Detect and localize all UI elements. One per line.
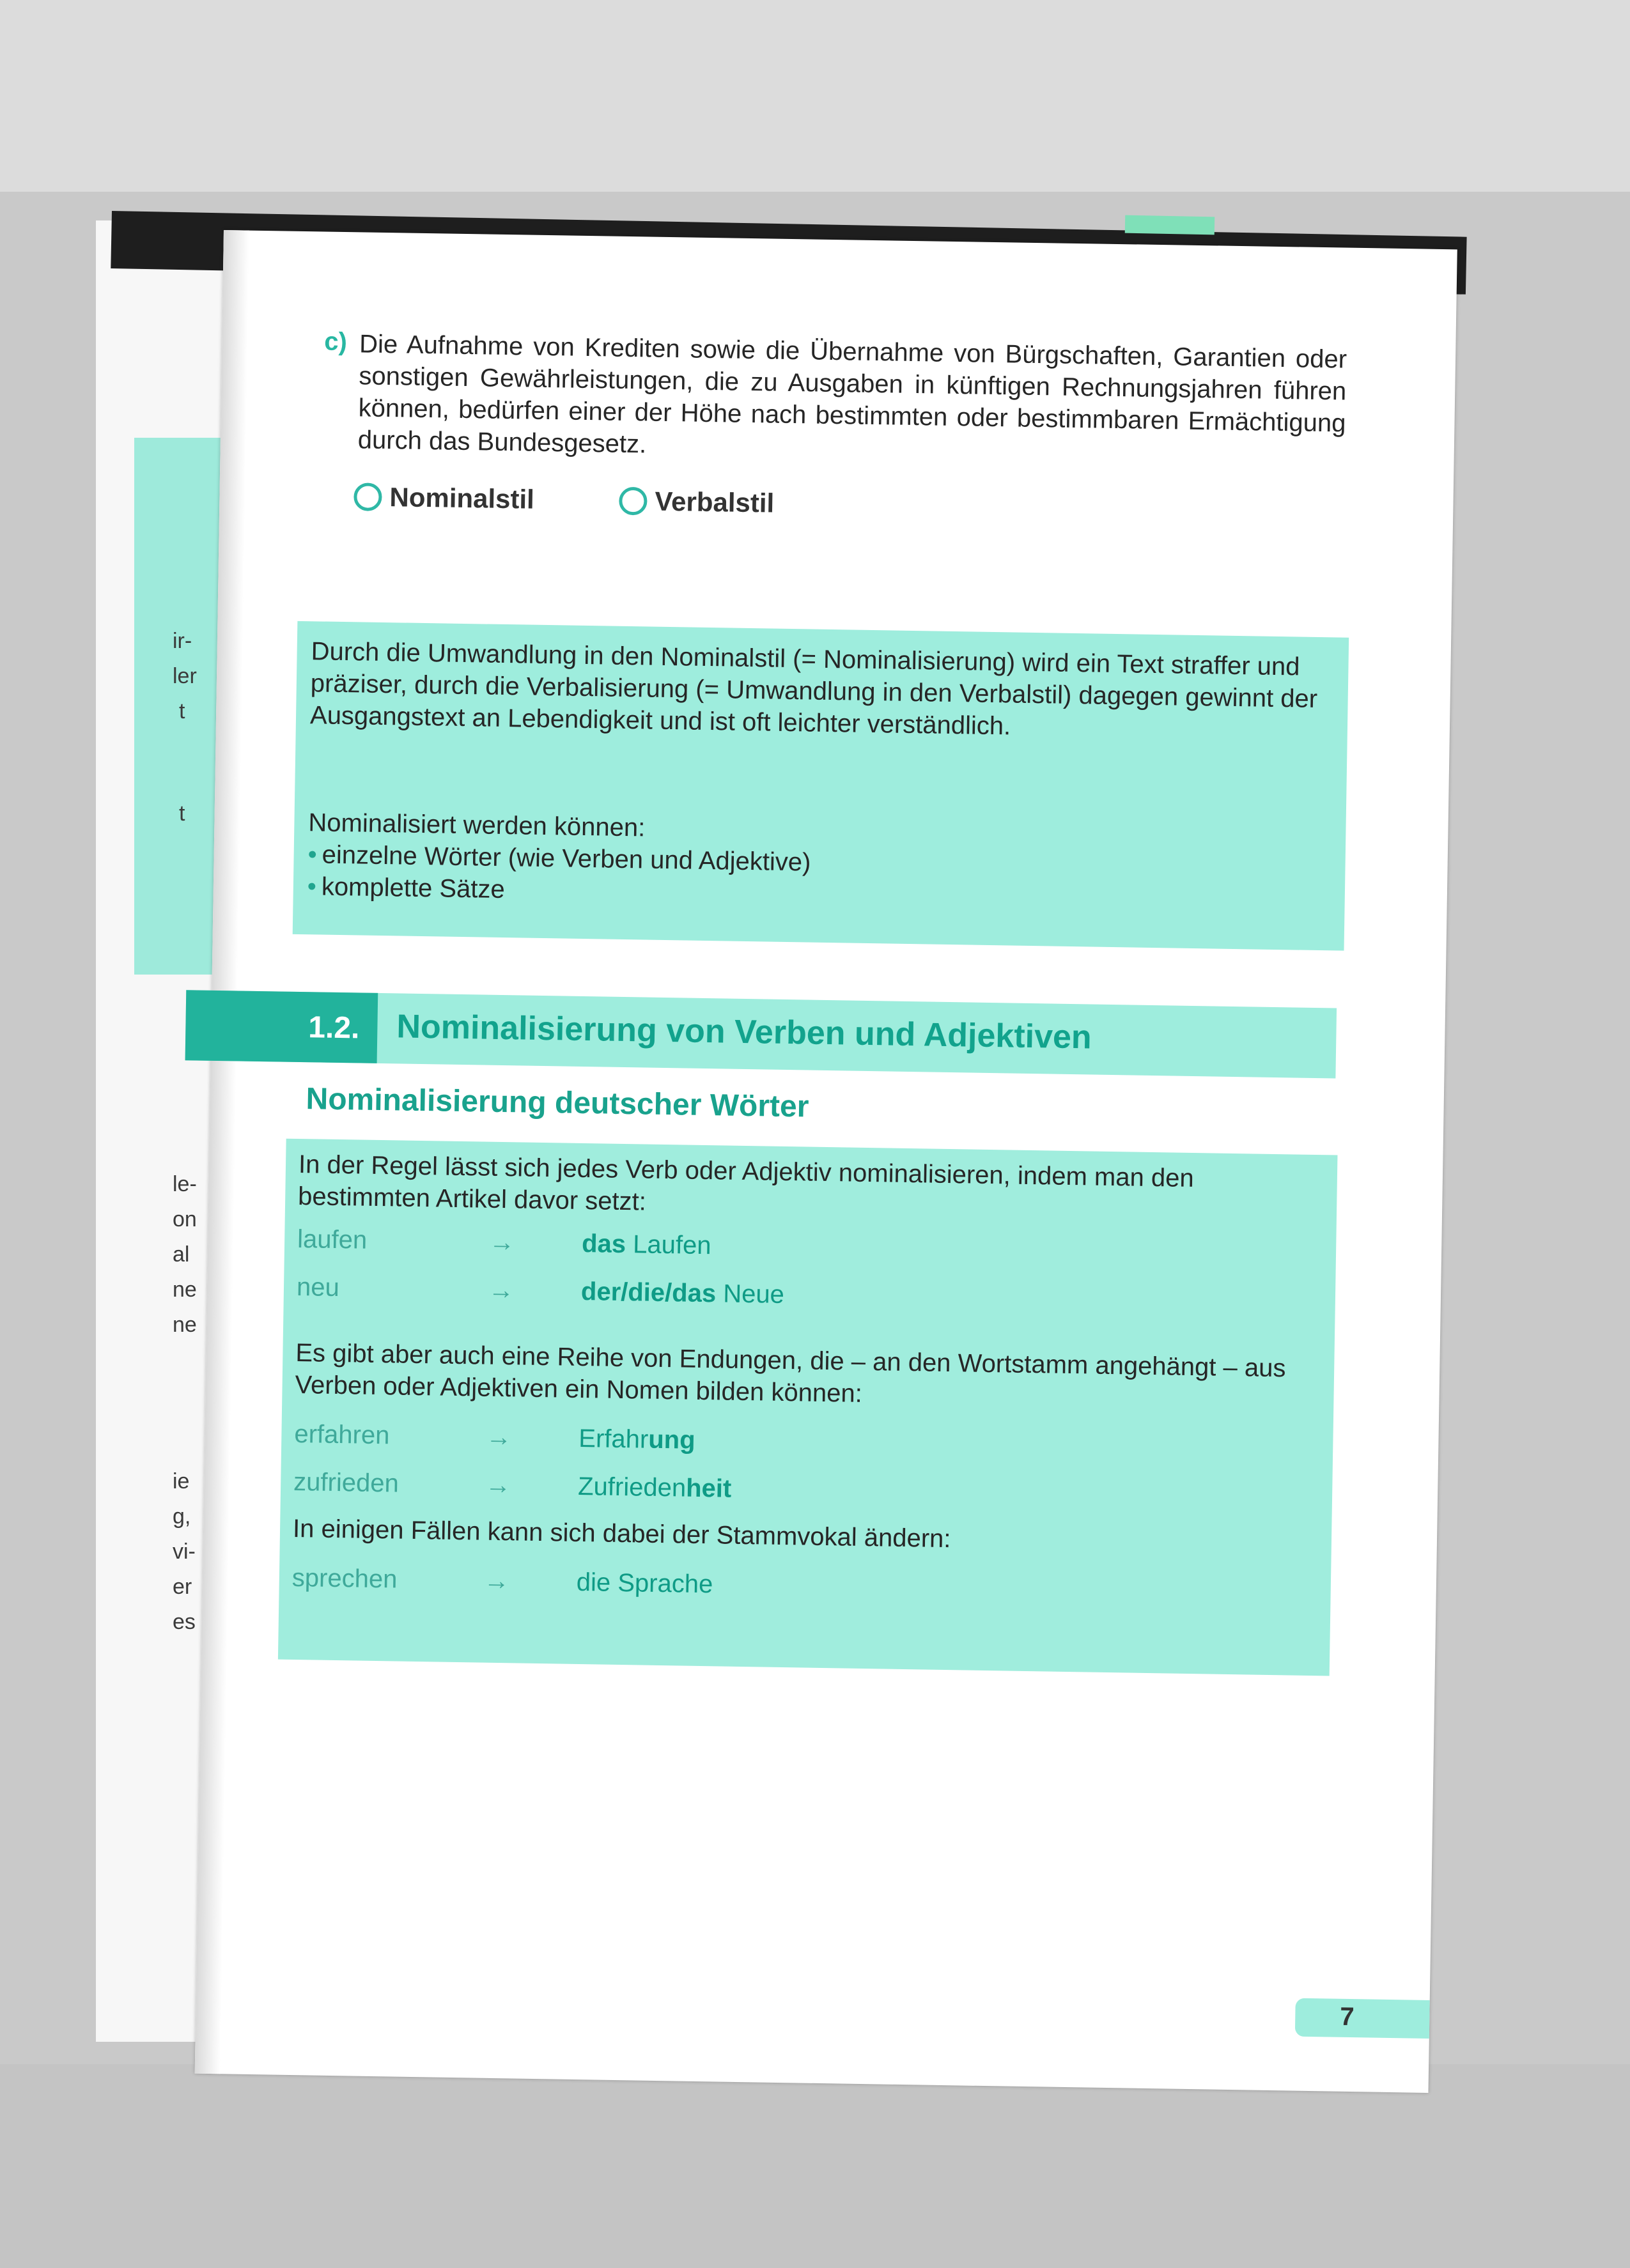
example-result xyxy=(578,1472,732,1504)
back-page-fragment: ne xyxy=(173,1313,197,1337)
example-result-stem: Erfahr xyxy=(578,1424,649,1454)
example-row xyxy=(297,1225,937,1267)
example-result xyxy=(581,1277,785,1309)
example-result-ending: ung xyxy=(648,1425,695,1454)
style-options xyxy=(353,481,775,520)
section-header xyxy=(185,990,1337,1078)
exercise-text: Die Aufnahme von Krediten sowie die Übernahme von Bürgschaften, Garantien oder sonstigen Gewährleistungen, die zu Ausgaben in künftigen Rechnungsjahren führen können, bedürfen einer der Höhe nach bestimmten oder bestimmbaren Ermächtigung durch das Bundesgesetz. xyxy=(357,330,1347,459)
example-result-bold: das xyxy=(581,1229,626,1259)
example-source: laufen xyxy=(297,1225,368,1254)
back-page-fragment: ir- xyxy=(173,629,192,653)
back-page-fragment: er xyxy=(173,1575,192,1599)
bullet-icon: • xyxy=(307,872,317,901)
radio-circle-icon[interactable] xyxy=(619,487,648,516)
arrow-icon: → xyxy=(488,1276,515,1305)
vowel-intro: In einigen Fällen kann sich dabei der Stammvokal ändern: xyxy=(292,1514,951,1554)
scan-background-bottom xyxy=(0,2064,1630,2268)
radio-circle-icon[interactable] xyxy=(353,482,382,511)
example-result-stem: Zufrieden xyxy=(577,1472,687,1502)
scan-background-top xyxy=(0,0,1630,192)
exercise-label: c) xyxy=(323,327,348,357)
option-nominalstil[interactable] xyxy=(353,481,534,514)
option-label: Nominalstil xyxy=(389,482,535,514)
example-row xyxy=(291,1564,931,1606)
example-result-rest: Laufen xyxy=(625,1230,711,1260)
examples-intro: In der Regel lässt sich jedes Verb oder Adjektiv nominalisieren, indem man den bestimmten Artikel davor setzt: xyxy=(297,1150,1194,1216)
example-source: neu xyxy=(296,1272,340,1302)
example-result xyxy=(578,1424,695,1455)
example-result: die Sprache xyxy=(576,1568,713,1599)
back-page-fragment: t xyxy=(179,699,185,723)
arrow-icon: → xyxy=(488,1228,515,1257)
back-page-fragment: le- xyxy=(173,1172,197,1196)
example-result-bold: der/die/das xyxy=(580,1277,717,1308)
arrow-icon: → xyxy=(483,1566,510,1596)
book-page xyxy=(195,230,1457,2093)
info-list xyxy=(307,806,1324,918)
exercise-c xyxy=(323,327,1347,459)
green-page-edge xyxy=(1125,215,1215,235)
example-row xyxy=(293,1468,933,1510)
back-page-fragment: al xyxy=(173,1242,190,1267)
back-page-fragment: vi- xyxy=(173,1539,196,1564)
page-number: 7 xyxy=(1339,2002,1354,2032)
subheading: Nominalisierung deutscher Wörter xyxy=(306,1082,809,1124)
example-source: erfahren xyxy=(294,1419,390,1450)
page-number-tab xyxy=(1295,1998,1430,2039)
back-page-fragment: ler xyxy=(173,664,197,688)
example-result-rest: Neue xyxy=(715,1279,785,1309)
example-source: sprechen xyxy=(291,1563,398,1594)
example-row xyxy=(297,1273,936,1315)
back-page-fragment: on xyxy=(173,1207,197,1231)
option-label: Verbalstil xyxy=(655,486,775,518)
example-row xyxy=(294,1420,934,1462)
back-page-fragment: ne xyxy=(173,1277,197,1302)
bullet-icon: • xyxy=(307,840,318,869)
example-result-ending: heit xyxy=(685,1474,732,1503)
example-result xyxy=(582,1230,711,1260)
back-page-fragment: g, xyxy=(173,1504,191,1529)
section-title: Nominalisierung von Verben und Adjektiven xyxy=(396,1008,1092,1056)
info-list-intro: Nominalisiert werden können: xyxy=(308,808,646,842)
section-number: 1.2. xyxy=(185,990,378,1063)
arrow-icon: → xyxy=(485,1470,511,1500)
endings-intro: Es gibt aber auch eine Reihe von Endungen, die – an den Wortstamm angehängt – aus Verben oder Adjektiven ein Nomen bilden können: xyxy=(295,1338,1286,1408)
info-paragraph: Durch die Umwandlung in den Nominalstil (= Nominalisierung) wird ein Text straffer und präziser, durch die Verbalisierung (= Umwandlung in den Verbalstil) dagegen gewinnt der Ausgangstext an Lebendigkeit und ist oft leichter verständlich. xyxy=(309,637,1318,741)
info-box xyxy=(293,621,1349,951)
info-list-item-text: komplette Sätze xyxy=(321,872,506,904)
arrow-icon: → xyxy=(486,1423,512,1452)
example-box xyxy=(278,1139,1338,1676)
back-page-fragment: es xyxy=(173,1610,196,1634)
example-source: zufrieden xyxy=(293,1467,400,1498)
back-page-fragment: ie xyxy=(173,1469,190,1493)
option-verbalstil[interactable] xyxy=(619,486,774,519)
info-list-item-text: einzelne Wörter (wie Verben und Adjektive) xyxy=(322,840,811,877)
back-page-fragment: t xyxy=(179,801,185,826)
